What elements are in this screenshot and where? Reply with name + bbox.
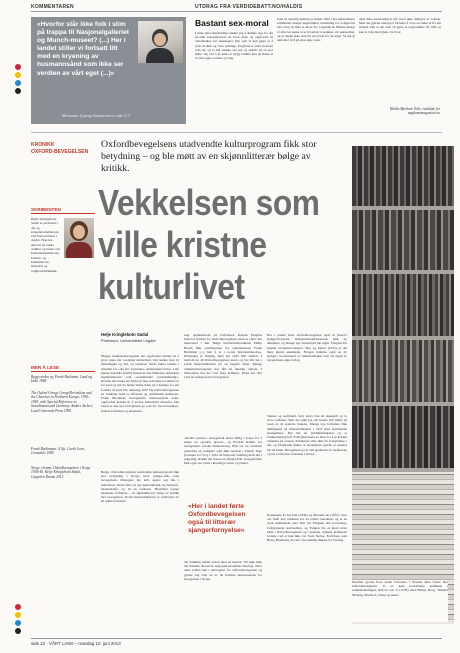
shelf-row <box>352 210 454 270</box>
sidebar-bio: Helje Kringlebotn Sødal er professor i det og kristendomshistorie ved Universitetet i Agder. Hun har skrevet en rekke artikler og bøker om kristendomshistorie, kvinne- og kirkehistorie, litteratur og religionsdidaktikk. <box>31 217 60 273</box>
registration-dot <box>15 80 21 86</box>
article-col-3-sub: Saknas og nedbrudd. Selv skrev han ett skuespill og to store romaner. Sent der gikk jeg om kunne fint måtte på noen av de sentrale bøkene. Mange nye forfattere fikk muligheten på Nationaltheatret i 1937 med kommende skuespillere. Det ble en publikumsuksess og et kritikermessig fall. Folk gikk mann av huse for å se kristen vekkelse på scenen. Kritikerne ville ikke ha forkynnelse i det, og Dagbladet mente at bevegelsen gjorde at teateret ble en kirke. Bevegelsen ga et vidt spektrum av forfatterne og ble et litterært fenomen i sin tid. <box>267 414 347 456</box>
more-item: The Oxford Group, Group Revivalism and the Churches in Northern Europe, 1930–1945, with Special Reference to Scandinavia and Germany. Anders Jarlert, Lund University Press 1995 <box>31 391 93 413</box>
header-rule-right <box>195 11 442 12</box>
bookshelf-photo <box>352 146 454 624</box>
article-col-1-sub: Bølge. Oxfordbevegelsen utadvendte kulturprogram fikk stor betydning i Norge, hvor gruppe-folk, som bevegelsens tilhengere ble kalt, kastet seg inn i kulturlivet. Dette førte til nye kulturuttrykk og litteratur-modernisme, og til en reaksjon. Buchman regnet hedenske forfattere – en skjønnlitterær bølge av kritikk mot bevegelsen. Norsk litteraturhistorie er selvbelyst av en rekke forfattere. <box>101 470 179 504</box>
registration-dot <box>15 604 21 610</box>
column-author: Haldis Bjerkrok Volle, redaktør for ungdomsmagasinet.no <box>389 107 440 116</box>
article-col-4: Parallelt gjorde flere andre forfattere i Norden ikke fronte mot Oxfordbevegelsen. Ti av dem koordinerte kritikken i artikkelsamlingen Oxford och vi (1939) med Hvilge Krog, Vilhelm Moberg, Martin A. Nexø og Aksel <box>352 580 448 622</box>
registration-dot <box>15 72 21 78</box>
more-item: Frank Buchmann. A life. Garth Lean, Constable 1985 <box>31 447 85 456</box>
byline-name: Helje Kringlebotn Sødal <box>101 332 149 337</box>
shelf-row <box>352 146 454 206</box>
sidebar-rule <box>31 213 95 214</box>
kicker-bottom: OXFORD-BEVEGELSEN <box>31 149 89 155</box>
column-title: Bastant sex-moral <box>195 18 269 28</box>
pull-quote: «Her i landet førte Oxfordbevegelsen også til litterær sjangerfornyelse» <box>188 503 246 534</box>
more-item: Bygg verden ny, Frank Buchman, Land og kirke 1948 <box>31 375 92 384</box>
author-photo <box>64 218 94 258</box>
quote-text: «Hvorfor står ikke folk i stim på trappa til Nasjonalgalleriet og Munch-museet? (...) Her i landet stiller vi fortsatt litt med en kryening av husmannsånd som ikke ser verdien av vårt eget (...)» <box>37 21 129 77</box>
portrait-body <box>146 48 174 63</box>
quote-credit: Marianne Lystrup kommenterer side 2-3 <box>62 113 130 118</box>
article-lead: Oxfordbevegelsens utadvendte kulturprogram fikk stor betydning – og ble møtt av en skjønnlitterær bølge av kritikk. <box>101 139 317 174</box>
registration-dot <box>15 628 21 634</box>
article-col-1: Mange vekkelsesbevegelser har oppfordret kristne til å styre unna det verdslige kulturlivet. Det kunne føre til frimodighet og fall, og ressurser burde heller brukes i arbeidet for «det ene fornødne», menneskets frelse. I sin kjente Sedaliks (1929) beskriver Ole Hallesby samtidens skjønnlitteratur som «sommetider syndommeligt». Kristne bør bruke sin fritid på ting som ikke tar dem bort fra Gud og bør ha heller bruke tiden på å kjempe for sitt forhold til Gud. Fra omkring 1935 ble Oxfordbevegelsen en vekkelse med et offensivt og optimistisk kultursyn. Frank Buchman, bevegelsens internasjonale leder, oppfordret kristne til å erobre kulturlivet innenfra. Det betød at den nye bevegelsen ga rom for nyoversettelser, kristne forfattere og kunstnere. <box>101 354 179 413</box>
article-col-2-sub: «Positiv presse». Gruppefolk skrev flittig i aviser for å skape en «positiv presse», og Fredrik Ramm var bevegelsens norske mediestrateg. Han var en velansett journalist og redaktør, som fikk sparken i Tidens Tegn (forløper for VG) i 1934 da Nasjonal Samling kom inn i regjering. Ramm ble senere en viktig kilde. Gruppefolket fikk også stor plass i kristelige aviser og blader. <box>184 436 262 466</box>
byline-title: Professor, Universitetet i Agder <box>101 338 156 343</box>
more-heading: MER Å LESE <box>31 365 60 370</box>
article-col-3-end: Romanene Et har hun (1936) og Allerede nu (1937) viser oss fram noe vekkelse for en relativ leserkrets og er en sterk dømmende tone. Her var Fangens den troverdige, forkynnende skrivestilen, og Fangen ble et kjent navn både i Oxfordbevegelsen og i pressen. Smeker kritikeren fortalte ved at hun ikke var Sven Stolpe. Forfattere som Harry Blomberg dro inn i det samme miljøet fra Sverige. <box>267 513 347 543</box>
registration-dot <box>15 88 21 94</box>
portrait-face <box>154 33 166 46</box>
shelf-row <box>352 340 454 402</box>
kicker-top: KRONIKK <box>31 142 55 148</box>
sidebar-heading: SKRIBENTEN <box>31 207 61 212</box>
headline-line-1: Vekkelsen som <box>98 182 320 223</box>
column-body-2: kom en naturlig løsning på kølen. Mitt i det seksualiserte samfunnet trenger ungdommer veiledning for å slippe bli tatt i ting de ikke er klare for. Ungdom & Mediet mener vi alle bør tenke over hvordan vi snakker om seksualitet, og at denne ikke skal bli en byrde for de unge. Vi må gi dem mot til å gå sine egne veier. <box>277 17 355 43</box>
registration-dot <box>15 64 21 70</box>
headline-line-2: ville kristne <box>98 224 267 265</box>
article-col-2: sagt oppmerksom på forfatteren Ronald Fangens litterære innsats for Oxfordbevegelsen, men er ellers lite interessert i den. Bølge litteraturhistorikeren Philip Houm fikk «innflytelsen fra amerikaneren Frank Buchman [...] hatt å si i norsk litteraturhistorie». Påstanden er rimelig, men har aldri blitt studert. I mellom de 40 Oxfordbevegelsen skrev og ble bilt inn i norsk litteraturhistorie på en negativ måte. Mange vekkelsesbevegelser har fått en uheldig omtale. I litteraturen har det vært flere kritikere. Dette har ofte vært en reaksjon mot bevegelsen. <box>184 333 262 380</box>
article-col-3: Her i landet førte Oxfordbevegelsen også til litterær sjangerfornyelse. Bekjennelseslitteraturen fikk ny aktualitet, og mange nye vitnesbyrd ble utgitt. Fangens En kristen verdensrevolusjon. Mot ny kultur (1935) er det mest kjente eksemplet. Fangen innførte også en ny sjanger: oversettelser av vekkelsesbøker som var utgitt av bevegelsens egne forlag. <box>267 333 347 363</box>
more-item: Norge i brann, Oxfordbevegelsen i Norge 1934-40. Helje Kringlebotn Sødal, Cappelen Damm 2013 <box>31 466 91 479</box>
divider <box>31 132 442 133</box>
registration-dot <box>15 620 21 626</box>
author-face <box>73 225 85 239</box>
section-label-right: UTDRAG FRA VERDIDEBATT.NO/HALDIS <box>195 4 303 10</box>
quote-photo <box>138 21 183 63</box>
more-rule <box>31 371 95 372</box>
footer-text: side 22 · VÅRT LAND – mandag 10. juni 2013 <box>31 641 121 646</box>
footer-rule <box>31 638 442 639</box>
column-body-3: dens ikke nødvendigvis når noen ikke tidligere er voksne. Men det gjelder nettopp å fortsette å være en støtte ut fra sitt ståsted. Det er det som vil gjøre at ungdommer får tillit og kan ta valg med glede for livet. <box>359 17 441 34</box>
section-label-left: KOMMENTAREN <box>31 4 74 10</box>
headline-line-3: kulturlivet <box>98 266 245 307</box>
author-shoulders <box>66 242 92 258</box>
article-col-2-end: nal Samling reddet ersten med sø kapital. NS ikke ikke det Ramms skrevnon nasjonalsosialistisk ideologi. Etter dette jobbet han i ideologien for Oxfordbevegelsen og gjorde seg som en av de fremste eksponentene for bevegelsen i Norge. <box>184 560 262 581</box>
shelf-row <box>352 406 454 468</box>
shelf-row <box>352 274 454 336</box>
registration-dot <box>15 612 21 618</box>
column-body-1: I møte med ungdommer ønsker jeg å demme opp for det enorme seksualpresset de lever med, og oppfordre til avholdenhet før ekteskapet. Det som vi kan gjøre er å lytte til dem og være tydelige. Ungdom er aldri så utsatt som nå, og vi må snakke om sex og samliv på en god måte. Og ved å gi dem en trygg ramme kan de finne ut av sine egne verdier og valg. <box>195 31 273 61</box>
